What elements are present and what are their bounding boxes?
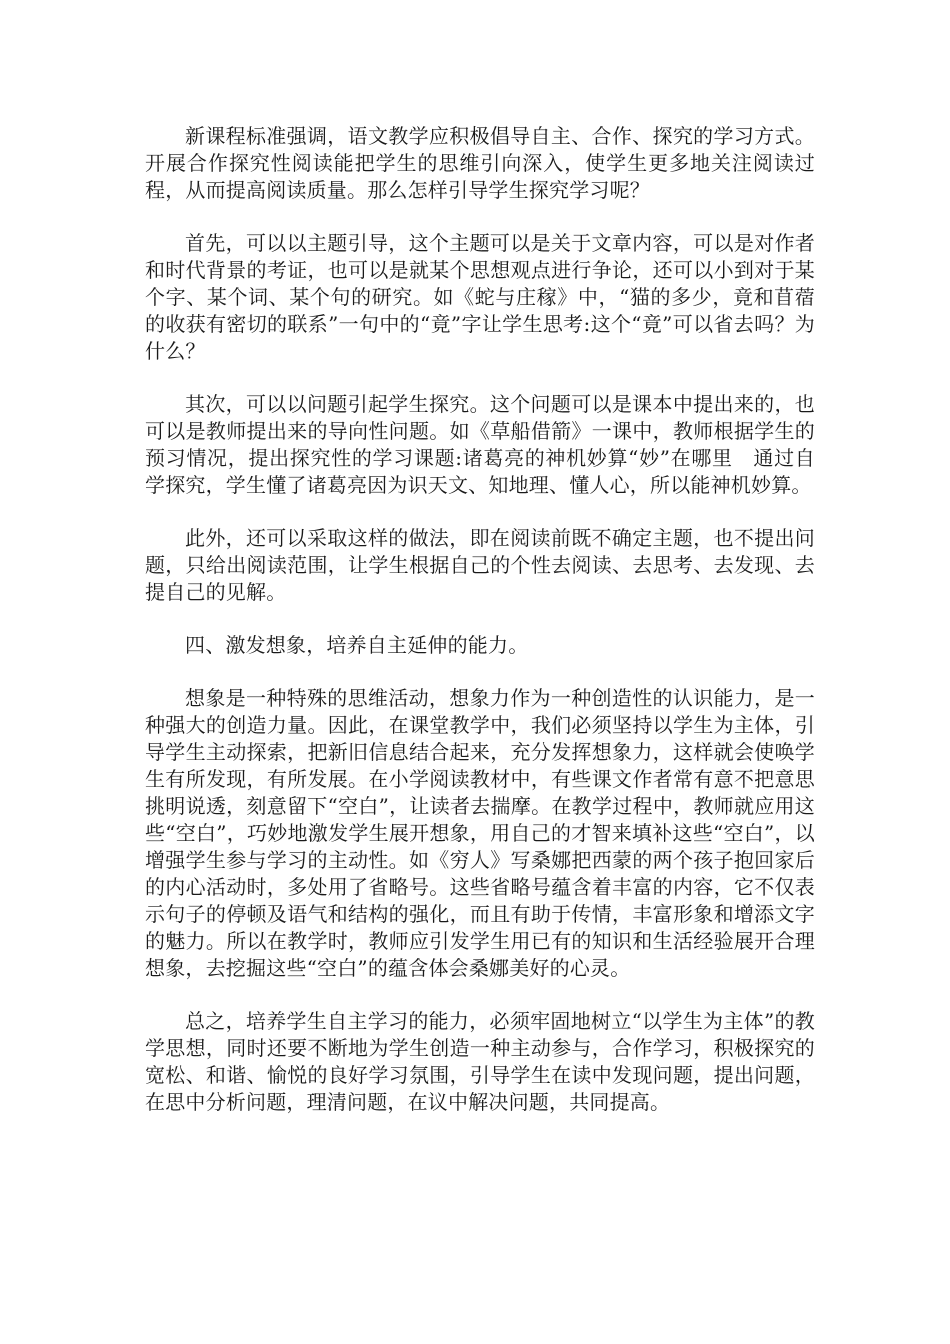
paragraph-conclusion: 总之，培养学生自主学习的能力，必须牢固地树立“以学生为主体”的教学思想，同时还要不断地为学生创造一种主动参与，合作学习，积极探究的宽松、和谐、愉悦的良好学习氛围，引导学生在读中发现问题，提出问题，在思中分析问题，理清问题，在议中解决问题，共同提高。 (145, 1009, 815, 1114)
paragraph-open-reading: 此外，还可以采取这样的做法，即在阅读前既不确定主题，也不提出问题，只给出阅读范围，让学生根据自己的个性去阅读、去思考、去发现、去提自己的见解。 (145, 526, 815, 604)
document-body (145, 123, 815, 1142)
paragraph-intro: 新课程标准强调，语文教学应积极倡导自主、合作、探究的学习方式。开展合作探究性阅读能把学生的思维引向深入，使学生更多地关注阅读过程，从而提高阅读质量。那么怎样引导学生探究学习呢？ (145, 124, 815, 202)
paragraph-theme-guidance: 首先，可以以主题引导，这个主题可以是关于文章内容，可以是对作者和时代背景的考证，也可以是就某个思想观点进行争论，还可以小到对于某个字、某个词、某个句的研究。如《蛇与庄稼》中，“猫的多少，竟和苜蓿的收获有密切的联系”一句中的“竟”字让学生思考:这个“竟”可以省去吗？为什么？ (145, 231, 815, 363)
section-heading-imagination: 四、激发想象，培养自主延伸的能力。 (185, 633, 529, 657)
paragraph-imagination: 想象是一种特殊的思维活动，想象力作为一种创造性的认识能力，是一种强大的创造力量。因此，在课堂教学中，我们必须坚持以学生为主体，引导学生主动探索，把新旧信息结合起来，充分发挥想象力，这样就会使唤学生有所发现，有所发展。在小学阅读教材中，有些课文作者常有意不把意思挑明说透，刻意留下“空白”，让读者去揣摩。在教学过程中，教师就应用这些“空白”，巧妙地激发学生展开想象，用自己的才智来填补这些“空白”，以增强学生参与学习的主动性。如《穷人》写桑娜把西蒙的两个孩子抱回家后的内心活动时，多处用了省略号。这些省略号蕴含着丰富的内容，它不仅表示句子的停顿及语气和结构的强化，而且有助于传情，丰富形象和增添文字的魅力。所以在教学时，教师应引发学生用已有的知识和生活经验展开合理想象，去挖掘这些“空白”的蕴含体会桑娜美好的心灵。 (145, 686, 815, 980)
paragraph-question-guidance: 其次，可以以问题引起学生探究。这个问题可以是课本中提出来的，也可以是教师提出来的导向性问题。如《草船借箭》一课中，教师根据学生的预习情况，提出探究性的学习课题:诸葛亮的神机妙算“妙”在哪里 通过自学探究，学生懂了诸葛亮因为识天文、知地理、懂人心，所以能神机妙算。 (145, 392, 815, 497)
